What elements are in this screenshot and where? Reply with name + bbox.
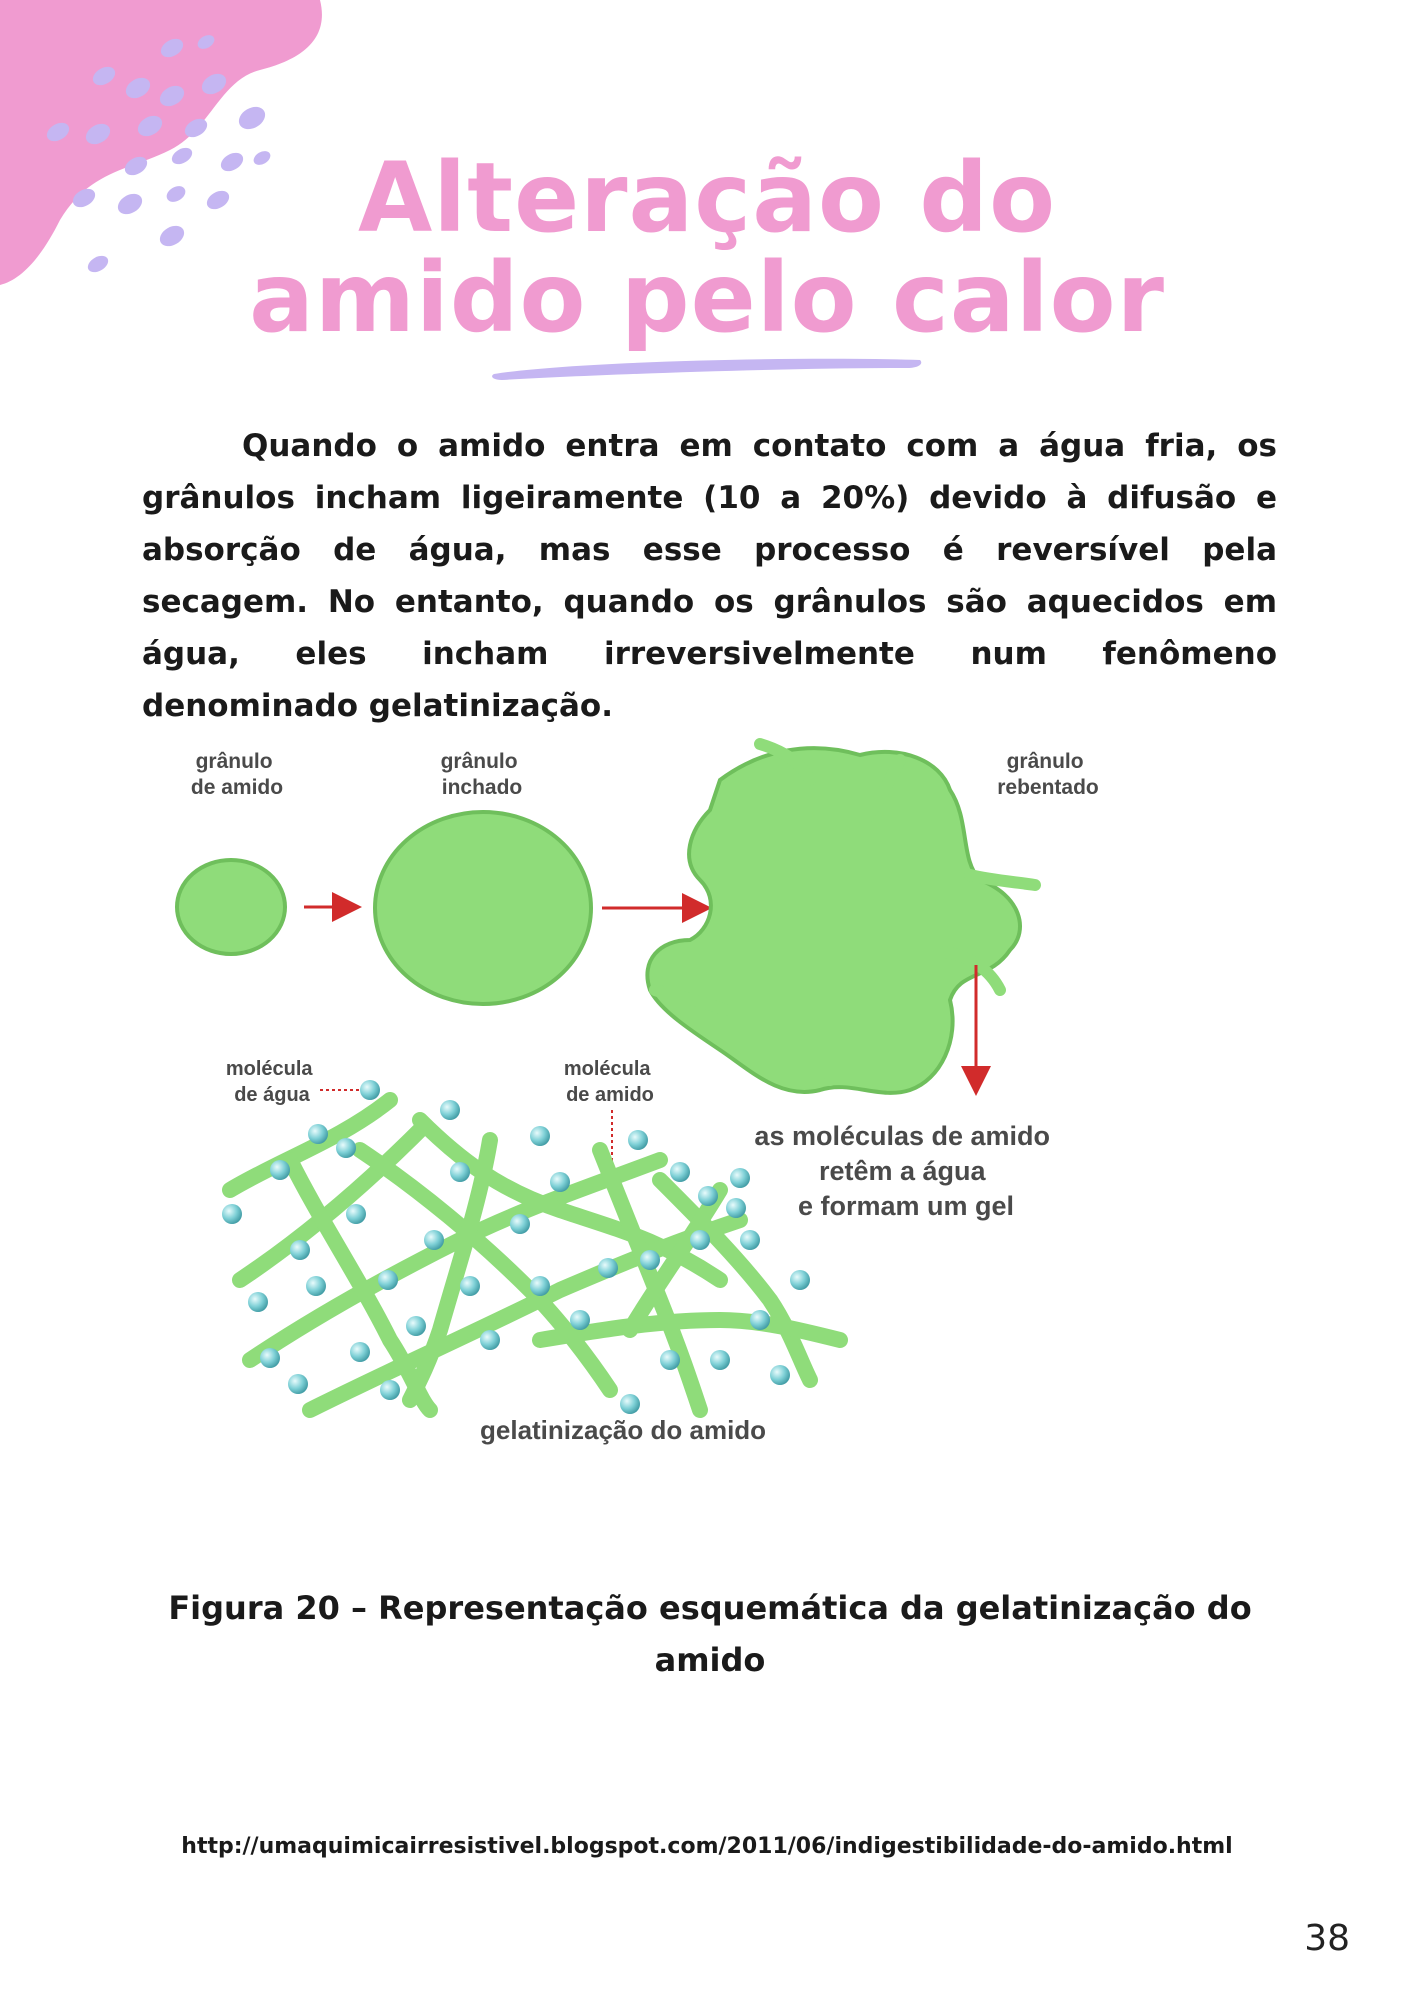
figure-caption: Figura 20 – Representação esquemática da gelatinização do amido [168, 1589, 1252, 1679]
title-line-1: Alteração do [357, 142, 1057, 254]
title-underline-decoration [488, 352, 928, 382]
label-granulo-inchado: grânulo inchado [440, 750, 523, 799]
label-molecula-agua: molécula de água [225, 1058, 313, 1106]
label-granulo-amido: grânulo de amido [190, 750, 284, 799]
label-molecula-amido: molécula de amido [563, 1058, 654, 1106]
source-link[interactable]: http://umaquimicairresistivel.blogspot.com/2011/06/indigestibilidade-do-amido.html [181, 1834, 1233, 1859]
gelatinization-diagram [160, 720, 1160, 1450]
title-line-2: amido pelo calor [249, 242, 1165, 354]
label-gel-note: as moléculas de amido retêm a água e formam um gel [754, 1121, 1051, 1221]
page-number: 38 [1304, 1918, 1350, 1959]
granule-burst [647, 748, 1020, 1093]
page-title [0, 142, 1414, 354]
starch-network [230, 1100, 840, 1410]
granule-small [177, 860, 285, 954]
label-gelatinizacao: gelatinização do amido [480, 1415, 767, 1445]
body-paragraph: Quando o amido entra em contato com a água fria, os grânulos incham ligeiramente (10 a 20%) devido à difusão e absorção de água, mas esse processo é reversível pela secagem. No entanto, quando os grânulos são aquecidos em água, eles incham irreversivelmente num fenômeno denominado gelatinização. [142, 428, 1277, 724]
label-granulo-rebentado: grânulo rebentado [997, 750, 1099, 799]
granule-swollen [375, 812, 591, 1004]
